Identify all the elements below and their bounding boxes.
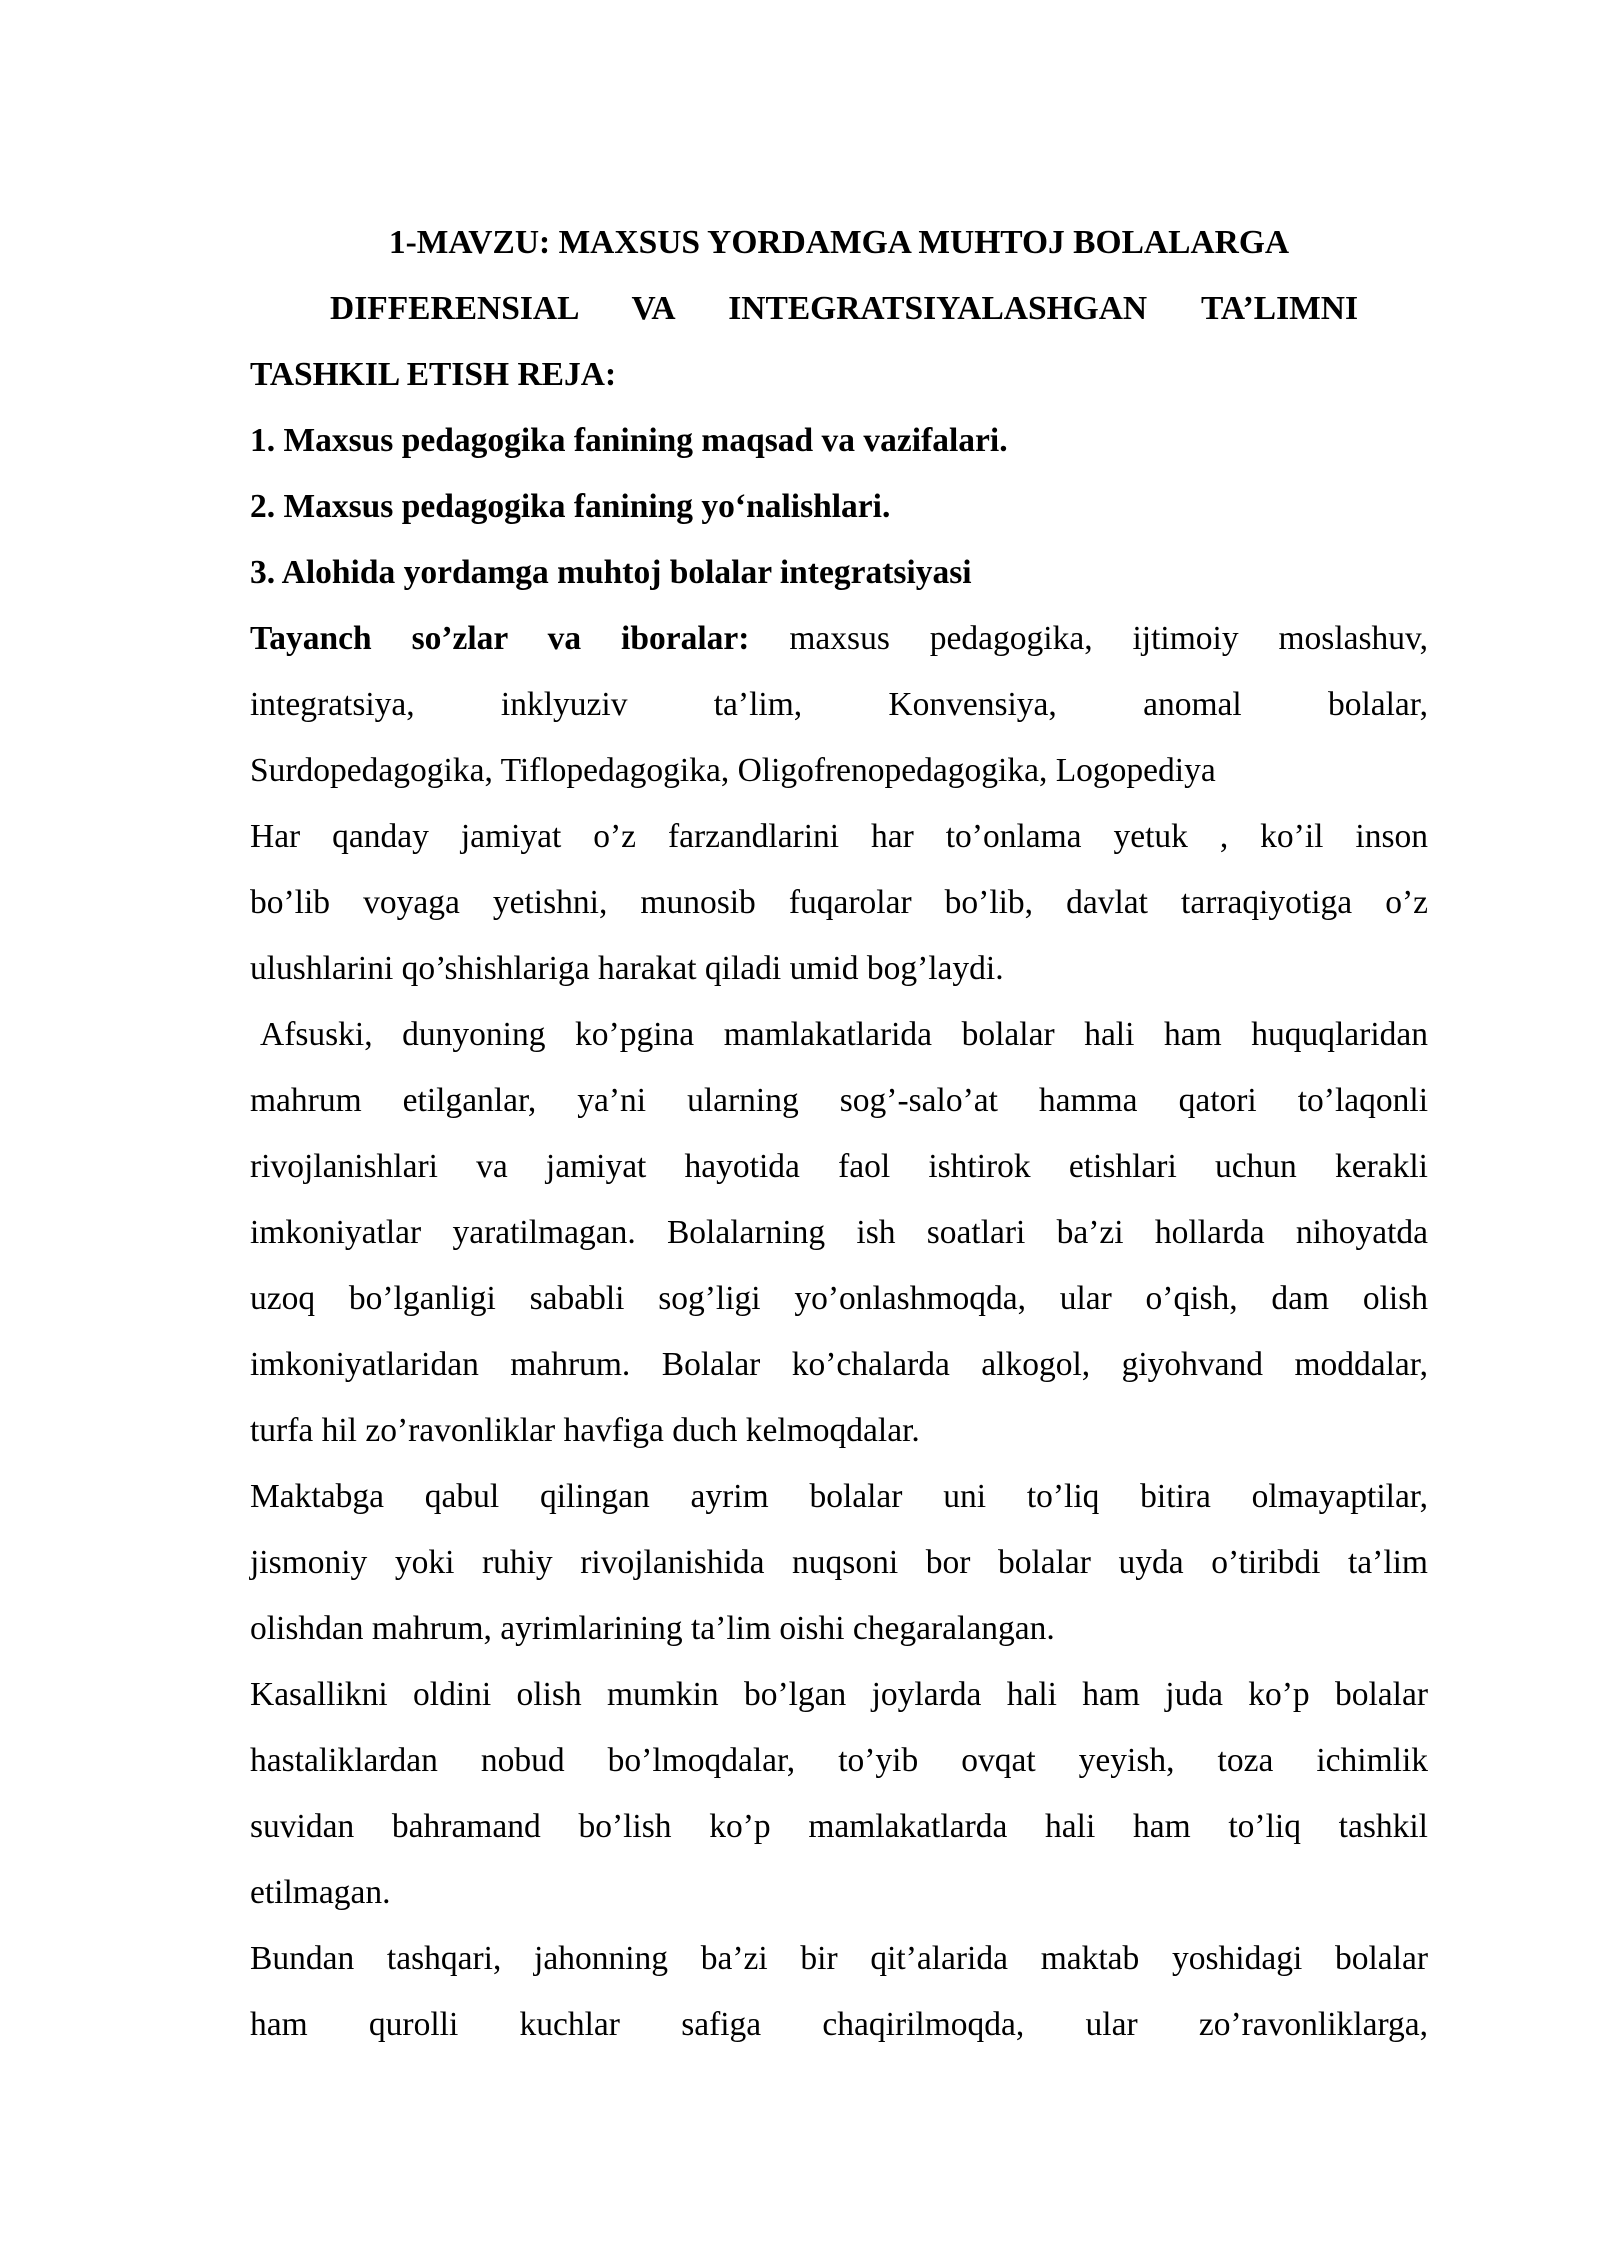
paragraph-3-line-1: Maktabga qabul qilingan ayrim bolalar uni to’liq bitira olmayaptilar,: [250, 1478, 1428, 1515]
keywords-line-1: [250, 606, 1428, 672]
paragraph-2-line-7: turfa hil zo’ravonliklar havfiga duch kelmoqdalar.: [250, 1412, 920, 1449]
paragraph-2-line-1: Afsuski, dunyoning ko’pgina mamlakatlarida bolalar hali ham huquqlaridan: [260, 1016, 1428, 1053]
paragraph-1-line-1: Har qanday jamiyat o’z farzandlarini har to’onlama yetuk , ko’il inson: [250, 818, 1428, 855]
paragraph-2-line-2: mahrum etilganlar, ya’ni ularning sog’-salo’at hamma qatori to’laqonli: [250, 1082, 1428, 1119]
paragraph-3-line-2: jismoniy yoki ruhiy rivojlanishida nuqsoni bor bolalar uyda o’tiribdi ta’lim: [250, 1544, 1428, 1581]
title-line-3: TASHKIL ETISH REJA:: [250, 356, 617, 393]
paragraph-2-line-4: imkoniyatlar yaratilmagan. Bolalarning ish soatlari ba’zi hollarda nihoyatda: [250, 1214, 1428, 1251]
paragraph-5-line-2: ham qurolli kuchlar safiga chaqirilmoqda, ular zo’ravonliklarga,: [250, 2006, 1428, 2043]
title-line-2: DIFFERENSIAL VA INTEGRATSIYALASHGAN TA’LIMNI: [330, 290, 1358, 327]
plan-item-1: 1. Maxsus pedagogika fanining maqsad va vazifalari.: [250, 422, 1008, 459]
document-page: [250, 210, 1428, 2058]
keywords-text-1: maxsus pedagogika, ijtimoiy moslashuv,: [789, 620, 1429, 657]
title-line-1: 1-MAVZU: MAXSUS YORDAMGA MUHTOJ BOLALARGA: [388, 224, 1290, 261]
paragraph-4-line-3: suvidan bahramand bo’lish ko’p mamlakatlarda hali ham to’liq tashkil: [250, 1808, 1428, 1845]
paragraph-4-line-1: Kasallikni oldini olish mumkin bo’lgan joylarda hali ham juda ko’p bolalar: [250, 1676, 1428, 1713]
paragraph-5-line-1: Bundan tashqari, jahonning ba’zi bir qit’alarida maktab yoshidagi bolalar: [250, 1940, 1428, 1977]
paragraph-1-line-2: bo’lib voyaga yetishni, munosib fuqarolar bo’lib, davlat tarraqiyotiga o’z: [250, 884, 1428, 921]
keywords-line-2: integratsiya, inklyuziv ta’lim, Konvensiya, anomal bolalar,: [250, 686, 1428, 723]
plan-item-2: 2. Maxsus pedagogika fanining yo‘nalishlari.: [250, 488, 891, 525]
paragraph-2-line-3: rivojlanishlari va jamiyat hayotida faol ishtirok etishlari uchun kerakli: [250, 1148, 1428, 1185]
paragraph-1-line-3: ulushlarini qo’shishlariga harakat qiladi umid bog’laydi.: [250, 950, 1004, 987]
paragraph-3-line-3: olishdan mahrum, ayrimlarining ta’lim oishi chegaralangan.: [250, 1610, 1055, 1647]
paragraph-2-line-6: imkoniyatlaridan mahrum. Bolalar ko’chalarda alkogol, giyohvand moddalar,: [250, 1346, 1428, 1383]
paragraph-2-line-5: uzoq bo’lganligi sababli sog’ligi yo’onlashmoqda, ular o’qish, dam olish: [250, 1280, 1428, 1317]
paragraph-4-line-4: etilmagan.: [250, 1874, 391, 1911]
paragraph-4-line-2: hastaliklardan nobud bo’lmoqdalar, to’yib ovqat yeyish, toza ichimlik: [250, 1742, 1428, 1779]
keywords-label: Tayanch so’zlar va iboralar:: [250, 620, 750, 657]
keywords-line-3: Surdopedagogika, Tiflopedagogika, Oligofrenopedagogika, Logopediya: [250, 752, 1216, 789]
plan-item-3: 3. Alohida yordamga muhtoj bolalar integratsiyasi: [250, 554, 972, 591]
